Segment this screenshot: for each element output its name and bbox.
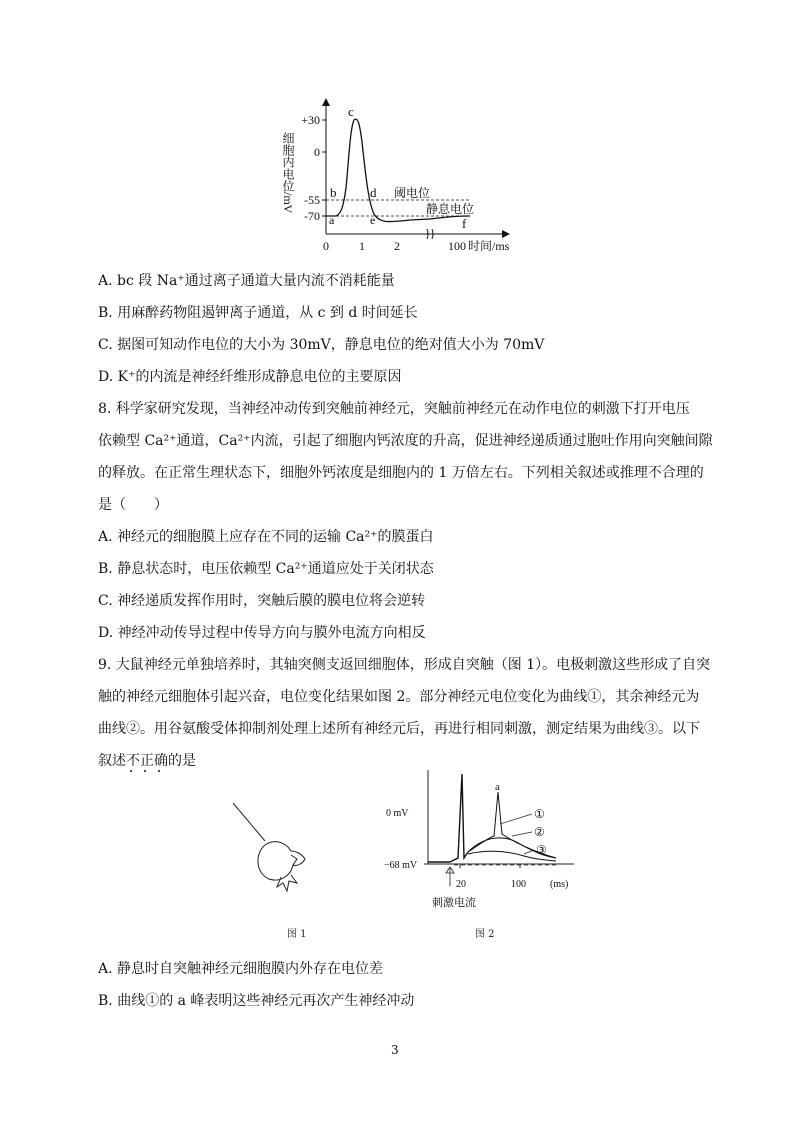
q9-stem-line4: 叙述不正确的是 [98,753,196,769]
point-d: d [370,185,377,200]
x-axis-arrow [502,230,510,238]
emphasis-dots [126,770,170,774]
point-b: b [330,185,337,200]
page-number: 3 [391,1043,399,1057]
q7-option-c: C. 据图可知动作电位的大小为 30mV，静息电位的绝对值大小为 70mV [98,337,545,353]
ytick-label: +30 [301,113,320,127]
electrode-line [233,803,265,841]
q9-stem-line1: 9. 大鼠神经元单独培养时，其轴突侧支返回细胞体，形成自突触（图 1）。电极刺激这些形成了自突 [98,657,711,673]
q9-option-a: A. 静息时自突触神经元细胞膜内外存在电位差 [98,961,384,977]
q8-stem-line2: 依赖型 Ca²⁺通道，Ca²⁺内流，引起了细胞内钙浓度的升高，促进神经递质通过胞吐作用向突触间隙 [98,433,713,449]
y-axis-label: 细胞内电位/mV [281,132,295,214]
x-axis-label: 时间/ms [468,239,510,253]
point-a: a [329,213,335,227]
point-e: e [370,213,376,227]
xtick-label-ms: (ms) [550,879,569,890]
figure-1-neuron [225,795,335,895]
q8-stem-line3: 的释放。在正常生理状态下，细胞外钙浓度是细胞内的 1 万倍左右。下列相关叙述或推理不合理的 [98,465,704,481]
figure-2-traces [384,764,584,914]
autapse [291,855,297,865]
action-potential-figure [270,98,530,258]
xtick-label: 0 [323,239,329,253]
threshold-label: 阈电位 [394,186,431,200]
peak-a-label: a [495,781,500,793]
q7-option-a: A. bc 段 Na⁺通过离子通道大量内流不消耗能量 [98,273,395,289]
curve-1-label: ① [534,807,545,821]
ytick-label-0mv: 0 mV [386,808,409,819]
xtick-label: 2 [394,239,400,253]
leader-3 [524,850,534,854]
ytick-label: 0 [314,145,320,159]
xtick-label: 1 [359,239,365,253]
stimulus-label: 刺激电流 [432,897,476,909]
resting-label: 静息电位 [426,202,475,216]
q8-option-a: A. 神经元的细胞膜上应存在不同的运输 Ca²⁺的膜蛋白 [98,529,434,545]
curve-2-label: ② [534,825,545,839]
q8-option-c: C. 神经递质发挥作用时，突触后膜的膜电位将会逆转 [98,593,426,609]
xtick-label: 100 [448,239,466,253]
q7-option-d: D. K⁺的内流是神经纤维形成静息电位的主要原因 [98,369,402,385]
figure-1-caption: 图 1 [287,929,307,940]
y-axis-arrow [322,98,330,106]
q8-option-d: D. 神经冲动传导过程中传导方向与膜外电流方向相反 [98,625,426,641]
xtick-label-100: 100 [511,879,526,890]
point-f: f [462,216,467,231]
q9-stem-line3: 曲线②。用谷氨酸受体抑制剂处理上述所有神经元后，再进行相同刺激，测定结果为曲线③。以下 [98,721,700,737]
curve-3-label: ③ [536,843,547,857]
axon-branch [277,875,297,891]
figure-2-caption: 图 2 [475,929,495,940]
leader-1 [500,814,532,824]
ytick-label-68mv: −68 mV [384,860,418,871]
ytick-label: -55 [304,193,320,207]
point-c: c [348,104,354,119]
xtick-label-20: 20 [456,879,466,890]
leader-2 [512,832,532,836]
q8-stem-line1: 8. 科学家研究发现，当神经冲动传到突触前神经元，突触前神经元在动作电位的刺激下打开电压 [98,401,690,417]
first-spike [450,774,468,862]
q7-option-b: B. 用麻醉药物阻遏钾离子通道，从 c 到 d 时间延长 [98,305,418,321]
q9-stem-line2: 触的神经元细胞体引起兴奋，电位变化结果如图 2。部分神经元电位变化为曲线①，其余神经元为 [98,689,700,705]
q9-option-b: B. 曲线①的 a 峰表明这些神经元再次产生神经冲动 [98,993,415,1009]
q8-option-b: B. 静息状态时，电压依赖型 Ca²⁺通道应处于关闭状态 [98,561,434,577]
ytick-label: -70 [304,209,320,223]
q8-stem-line4: 是（ ） [98,497,168,513]
cell-body [258,842,305,880]
